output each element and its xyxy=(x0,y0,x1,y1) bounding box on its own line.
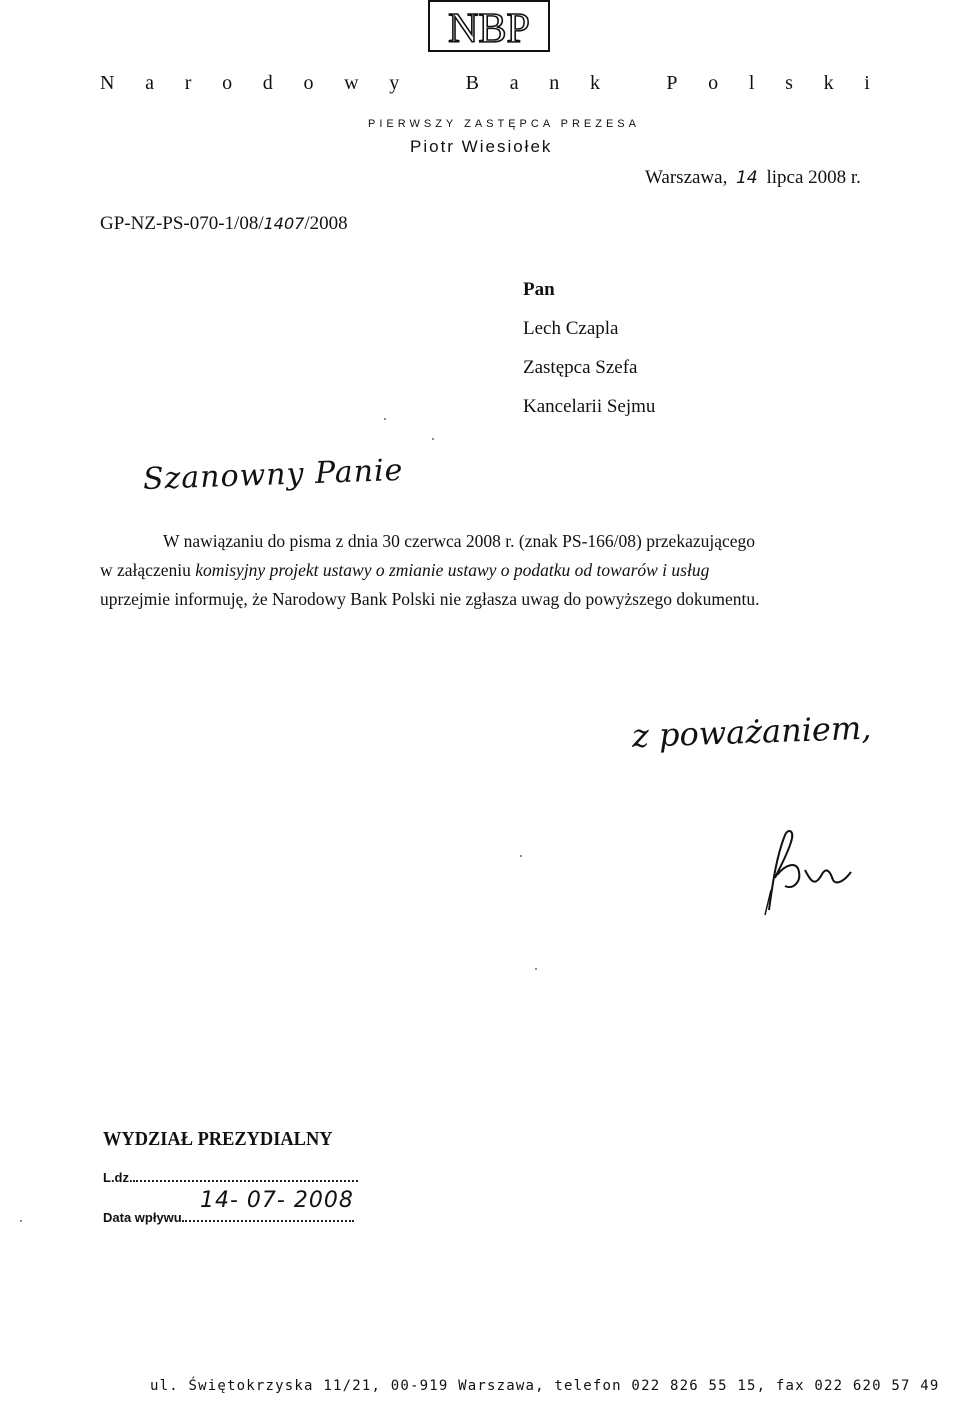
footer-address: ul. Świętokrzyska 11/21, 00-919 Warszawa, telefon 022 826 55 15, fax 022 620 57 49 xyxy=(150,1378,940,1394)
bank-name-letter: y xyxy=(389,72,400,94)
body-line-1: W nawiązaniu do pisma z dnia 30 czerwca 2008 r. (znak PS-166/08) przekazującego xyxy=(163,531,756,551)
stamp-title: WYDZIAŁ PREZYDIALNY xyxy=(103,1128,333,1150)
bank-name-letter xyxy=(430,72,435,95)
handwritten-greeting: Szanowny Panie xyxy=(142,452,404,497)
bank-name-letter: N xyxy=(100,72,115,94)
reference-number xyxy=(100,213,348,235)
bank-name-letter: k xyxy=(589,72,600,94)
body-line-2-prefix: w załączeniu xyxy=(100,560,196,580)
scan-speck xyxy=(432,438,434,440)
letter-body xyxy=(100,527,890,614)
place-date xyxy=(645,167,861,189)
bank-name-letter xyxy=(631,72,636,95)
stamp-handwritten-date: 14- 07- 2008 xyxy=(200,1188,354,1213)
bank-name-letter: n xyxy=(549,72,560,94)
place: Warszawa, xyxy=(645,167,728,188)
handwritten-closing: z poważaniem, xyxy=(631,708,873,755)
handwritten-reference: 1407 xyxy=(263,214,305,233)
date-suffix: lipca 2008 r. xyxy=(766,167,861,188)
bank-name-letter: B xyxy=(465,72,479,94)
addressee-name: Lech Czapla xyxy=(523,318,619,339)
handwritten-signature xyxy=(755,820,875,920)
bank-name-letter: o xyxy=(222,72,233,94)
deputy-title: PIERWSZY ZASTĘPCA PREZESA xyxy=(368,118,640,130)
bank-name-letter: k xyxy=(823,72,834,94)
nbp-logo xyxy=(428,0,550,52)
addressee-salutation: Pan xyxy=(523,279,555,300)
deputy-name: Piotr Wiesiołek xyxy=(410,137,553,156)
logo-text: NBP xyxy=(448,6,530,52)
bill-title: komisyjny projekt ustawy o zmianie ustawy o podatku od towarów i usług xyxy=(195,560,710,580)
scan-speck xyxy=(520,855,522,857)
bank-name-letter: a xyxy=(509,72,519,94)
bank-name-letter: s xyxy=(785,72,793,94)
bank-name-letter: o xyxy=(708,72,719,94)
ldz-label: L.dz. xyxy=(103,1170,133,1185)
bank-name-letter: P xyxy=(666,72,678,94)
bank-name xyxy=(100,72,870,95)
bank-name-letter: o xyxy=(303,72,314,94)
bank-name-letter: r xyxy=(184,72,192,94)
stamp-ldz xyxy=(103,1170,358,1185)
scan-speck xyxy=(384,418,386,420)
date-label: Data wpływu xyxy=(103,1210,182,1225)
body-line-3: uprzejmie informuję, że Narodowy Bank Polski nie zgłasza uwag do powyższego dokumentu. xyxy=(100,589,760,609)
bank-name-letter: a xyxy=(145,72,155,94)
reference-prefix: GP-NZ-PS-070-1/08/ xyxy=(100,213,264,234)
scan-speck xyxy=(20,1220,22,1222)
body-line-2 xyxy=(100,556,890,585)
addressee-office: Kancelarii Sejmu xyxy=(523,396,656,417)
ldz-dotted-line xyxy=(133,1170,358,1182)
addressee-block xyxy=(523,270,655,426)
bank-name-letter: i xyxy=(864,72,870,94)
reference-suffix: /2008 xyxy=(304,213,348,234)
scan-speck xyxy=(535,968,537,970)
bank-name-letter: w xyxy=(344,72,359,94)
bank-name-letter: l xyxy=(748,72,755,94)
addressee-position: Zastępca Szefa xyxy=(523,357,638,378)
handwritten-day: 14 xyxy=(736,168,758,188)
bank-name-letter: d xyxy=(262,72,273,94)
